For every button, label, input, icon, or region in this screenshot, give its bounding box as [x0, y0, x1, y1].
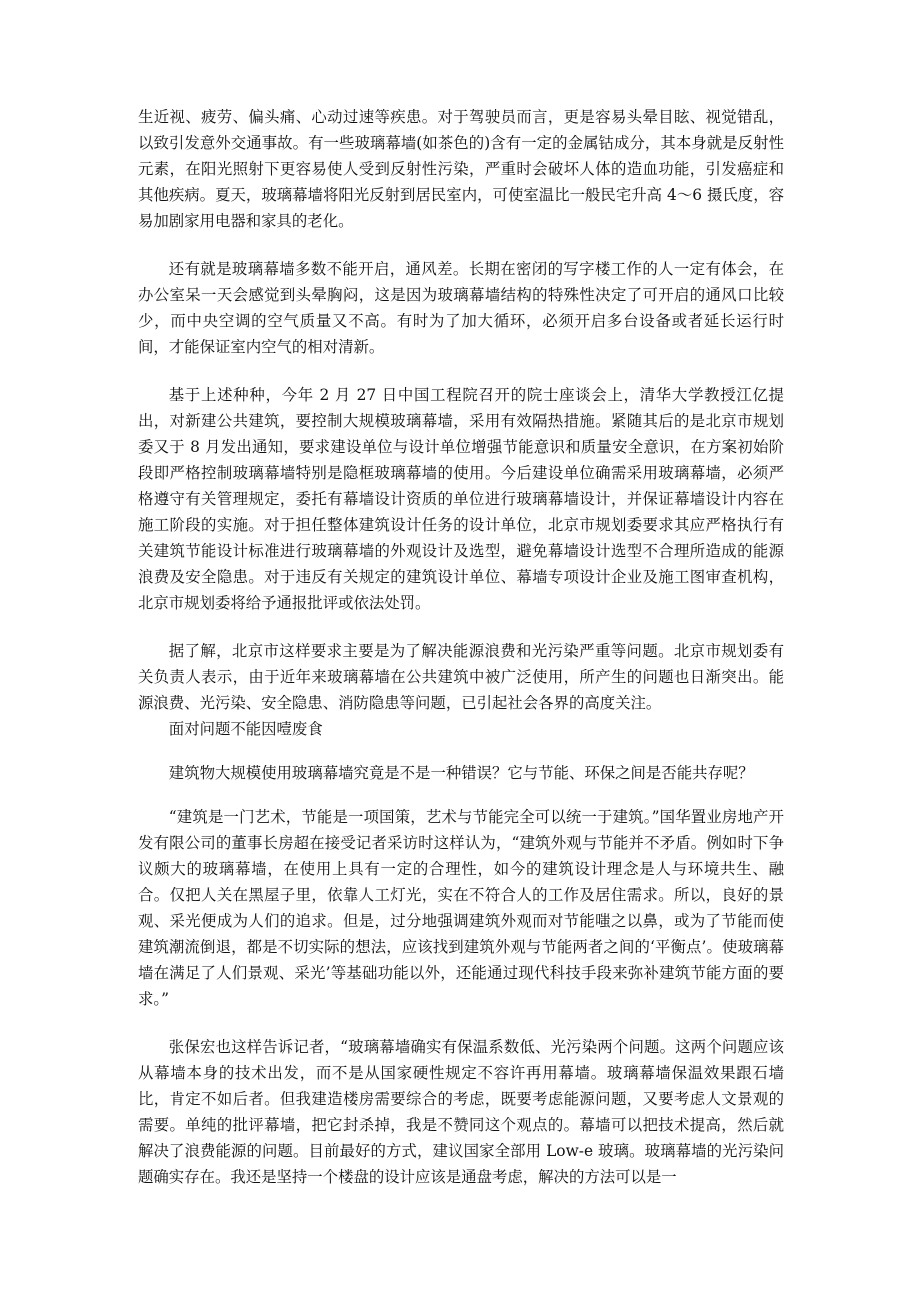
paragraph-health-effects: 生近视、疲劳、偏头痛、心动过速等疾患。对于驾驶员而言，更是容易头晕目眩、视觉错乱，以致引发意外交通事故。有一些玻璃幕墙(如茶色的)含有一定的金属钴成分，其本身就是反射性元素，在阳光照射下更容易使人受到反射性污染，严重时会破坏人体的造血功能，引发癌症和其他疾病。夏天，玻璃幕墙将阳光反射到居民室内，可使室温比一般民宅升高 4～6 摄氏度，容易加剧家用电器和家具的老化。 — [138, 108, 784, 230]
paragraph-regulation: 基于上述种种，今年 2 月 27 日中国工程院召开的院士座谈会上，清华大学教授江亿提出，对新建公共建筑，要控制大规模玻璃幕墙，采用有效隔热措施。紧随其后的是北京市规划委又于 8 月发出通知，要求建设单位与设计单位增强节能意识和质量安全意识，在方案初始阶段即严格控制玻璃幕墙特别是隐框玻璃幕墙的使用。今后建设单位确需采用玻璃幕墙，必须严格遵守有关管理规定，委托有幕墙设计资质的单位进行玻璃幕墙设计，并保证幕墙设计内容在施工阶段的实施。对于担任整体建筑设计任务的设计单位，北京市规划委要求其应严格执行有关建筑节能设计标准进行玻璃幕墙的外观设计及选型，避免幕墙设计选型不合理所造成的能源浪费及安全隐患。对于违反有关规定的建筑设计单位、幕墙专项设计企业及施工图审查机构，北京市规划委将给予通报批评或依法处罚。 — [138, 386, 784, 612]
paragraph-question: 建筑物大规模使用玻璃幕墙究竟是不是一种错误？它与节能、环保之间是否能共存呢？ — [168, 764, 754, 782]
paragraph-quote-fang: “建筑是一门艺术，节能是一项国策，艺术与节能完全可以统一于建筑。”国华置业房地产开发有限公司的董事长房超在接受记者采访时这样认为，“建筑外观与节能并不矛盾。例如时下争议颇大的玻璃幕墙，在使用上具有一定的合理性，如今的建筑设计理念是人与环境共生、融合。仅把人关在黑屋子里，依靠人工灯光，实在不符合人的工作及居住需求。所以，良好的景观、采光便成为人们的追求。但是，过分地强调建筑外观而对节能嗤之以鼻，或为了节能而使建筑潮流倒退，都是不切实际的想法，应该找到建筑外观与节能两者之间的‘平衡点’。使玻璃幕墙在满足了人们景观、采光’等基础功能以外，还能通过现代科技手段来弥补建筑节能方面的要求。” — [138, 808, 784, 1008]
paragraph-quote-zhang: 张保宏也这样告诉记者，“玻璃幕墙确实有保温系数低、光污染两个问题。这两个问题应该从幕墙本身的技术出发，而不是从国家硬性规定不容许再用幕墙。玻璃幕墙保温效果跟石墙比，肯定不如后者。但我建造楼房需要综合的考虑，既要考虑能源问题，又要考虑人文景观的需要。单纯的批评幕墙，把它封杀掉，我是不赞同这个观点的。幕墙可以把技术提高，然后就解决了浪费能源的问题。目前最好的方式，建议国家全部用 Low-e 玻璃。玻璃幕墙的光污染问题确实存在。我还是坚持一个楼盘的设计应该是通盘考虑，解决的方法可以是一 — [138, 1038, 784, 1186]
section-heading: 面对问题不能因噎废食 — [168, 720, 323, 738]
document-body — [138, 104, 784, 1190]
paragraph-background: 据了解，北京市这样要求主要是为了解决能源浪费和光污染严重等问题。北京市规划委有关负责人表示，由于近年来玻璃幕墙在公共建筑中被广泛使用，所产生的问题也日渐突出。能源浪费、光污染、安全隐患、消防隐患等问题，已引起社会各界的高度关注。 — [138, 642, 784, 712]
paragraph-ventilation: 还有就是玻璃幕墙多数不能开启，通风差。长期在密闭的写字楼工作的人一定有体会，在办公室呆一天会感觉到头晕胸闷，这是因为玻璃幕墙结构的特殊性决定了可开启的通风口比较少，而中央空调的空气质量又不高。有时为了加大循环，必须开启多台设备或者延长运行时间，才能保证室内空气的相对清新。 — [138, 260, 784, 356]
